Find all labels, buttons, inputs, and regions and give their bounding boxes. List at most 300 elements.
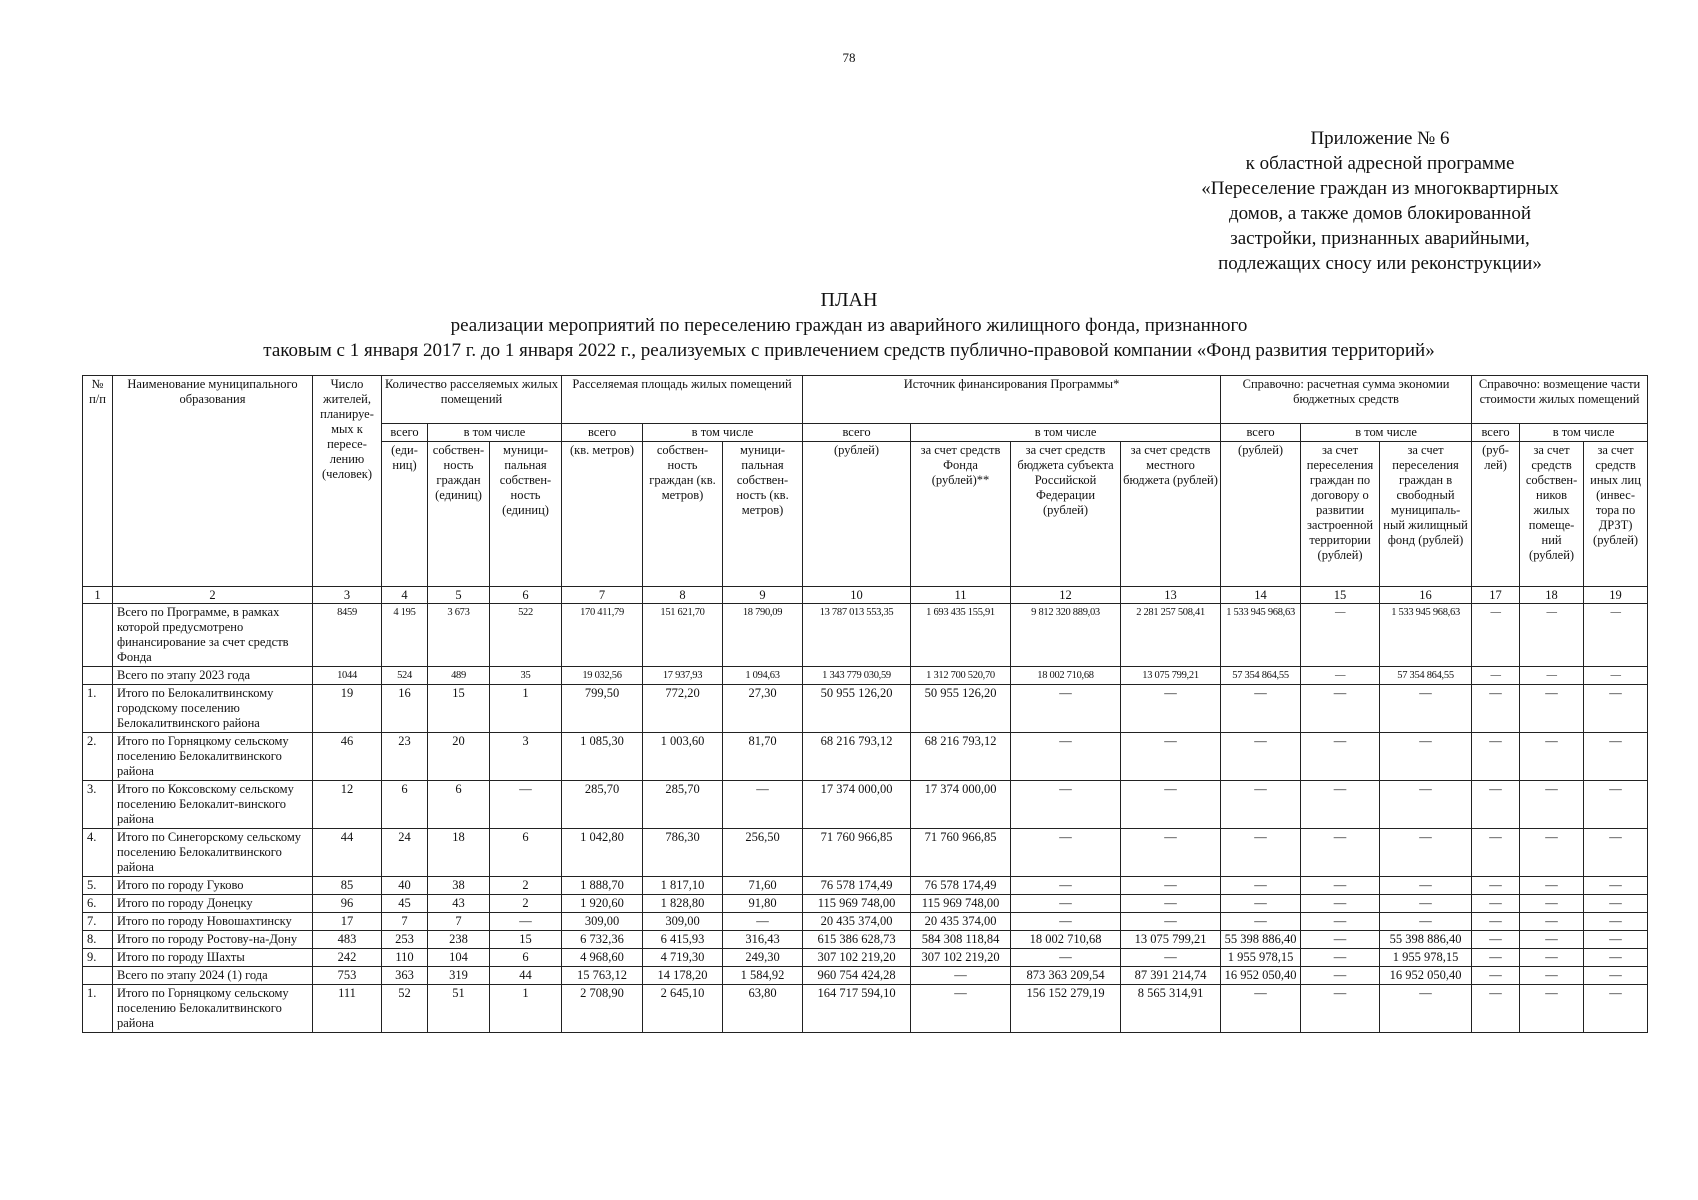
header-area-total: всего xyxy=(562,424,643,442)
column-number: 9 xyxy=(723,587,803,604)
table-cell: 2 645,10 xyxy=(643,985,723,1033)
table-cell: 110 xyxy=(382,949,428,967)
table-cell: 71 760 966,85 xyxy=(803,829,911,877)
table-cell: — xyxy=(1301,733,1380,781)
header-comp-incl: в том числе xyxy=(1520,424,1648,442)
header-compensation-group: Справочно: возмещение части стоимости жилых помещений xyxy=(1472,376,1648,424)
table-cell: — xyxy=(1472,685,1520,733)
table-cell: 1 003,60 xyxy=(643,733,723,781)
table-cell: 8459 xyxy=(313,604,382,667)
header-name: Наименование муниципального образования xyxy=(113,376,313,587)
column-number: 1 xyxy=(83,587,113,604)
table-cell: 1 584,92 xyxy=(723,967,803,985)
table-cell: 18 xyxy=(428,829,490,877)
table-cell: 71,60 xyxy=(723,877,803,895)
row-number: 7. xyxy=(83,913,113,931)
table-cell: 9 812 320 889,03 xyxy=(1011,604,1121,667)
table-cell: 16 xyxy=(382,685,428,733)
table-cell: — xyxy=(1472,829,1520,877)
table-cell: 522 xyxy=(490,604,562,667)
table-cell: — xyxy=(911,967,1011,985)
table-cell: 1 312 700 520,70 xyxy=(911,667,1011,685)
table-cell: 91,80 xyxy=(723,895,803,913)
municipality-name: Всего по Программе, в рамках которой предусмотрено финансирование за счет средств Фонда xyxy=(113,604,313,667)
table-cell: 50 955 126,20 xyxy=(803,685,911,733)
header-fin-region: за счет средств бюджета субъекта Российской Федерации (рублей) xyxy=(1011,442,1121,587)
header-sav-total: всего xyxy=(1221,424,1301,442)
column-number: 13 xyxy=(1121,587,1221,604)
table-cell: 115 969 748,00 xyxy=(911,895,1011,913)
table-cell: — xyxy=(1472,985,1520,1033)
column-number: 12 xyxy=(1011,587,1121,604)
table-cell: — xyxy=(1011,949,1121,967)
table-cell: — xyxy=(1472,895,1520,913)
table-row xyxy=(83,967,1648,985)
column-number: 14 xyxy=(1221,587,1301,604)
header-comp-other: за счет средств иных лиц (инвес-тора по ДРЗТ) (рублей) xyxy=(1584,442,1648,587)
column-numbers-row xyxy=(83,587,1648,604)
table-cell: 20 435 374,00 xyxy=(803,913,911,931)
table-cell: — xyxy=(1011,895,1121,913)
table-cell: — xyxy=(1011,913,1121,931)
column-number: 11 xyxy=(911,587,1011,604)
header-area-own: собствен-ность граждан (кв. метров) xyxy=(643,442,723,587)
column-number: 4 xyxy=(382,587,428,604)
appendix-line: подлежащих сносу или реконструкции» xyxy=(1218,253,1542,274)
table-cell: — xyxy=(1011,877,1121,895)
table-cell: — xyxy=(1584,949,1648,967)
header-fin-fund: за счет средств Фонда (рублей)** xyxy=(911,442,1011,587)
table-cell: 1 693 435 155,91 xyxy=(911,604,1011,667)
table-cell: 8 565 314,91 xyxy=(1121,985,1221,1033)
table-cell: — xyxy=(1121,829,1221,877)
header-fin-total-unit: (рублей) xyxy=(803,442,911,587)
table-cell: 2 xyxy=(490,895,562,913)
table-cell: 307 102 219,20 xyxy=(803,949,911,967)
header-area-incl: в том числе xyxy=(643,424,803,442)
table-cell: 1 533 945 968,63 xyxy=(1380,604,1472,667)
table-cell: — xyxy=(1584,931,1648,949)
table-cell: — xyxy=(1380,685,1472,733)
table-cell: 3 xyxy=(490,733,562,781)
table-cell: 76 578 174,49 xyxy=(911,877,1011,895)
row-number: 9. xyxy=(83,949,113,967)
table-cell: — xyxy=(1301,667,1380,685)
header-residents: Число жителей, планируе-мых к пересе-лению (человек) xyxy=(313,376,382,587)
table-cell: 1 xyxy=(490,685,562,733)
table-cell: 20 435 374,00 xyxy=(911,913,1011,931)
table-cell: 1 888,70 xyxy=(562,877,643,895)
table-cell: 489 xyxy=(428,667,490,685)
column-number: 18 xyxy=(1520,587,1584,604)
table-cell: 2 708,90 xyxy=(562,985,643,1033)
table-cell: 1 094,63 xyxy=(723,667,803,685)
table-cell: 51 xyxy=(428,985,490,1033)
table-cell: 23 xyxy=(382,733,428,781)
table-cell: — xyxy=(1520,895,1584,913)
table-cell: — xyxy=(1520,685,1584,733)
table-cell: — xyxy=(1121,685,1221,733)
header-sav-total-unit: (рублей) xyxy=(1221,442,1301,587)
table-cell: 483 xyxy=(313,931,382,949)
table-cell: 18 002 710,68 xyxy=(1011,931,1121,949)
table-cell: 50 955 126,20 xyxy=(911,685,1011,733)
table-cell: 151 621,70 xyxy=(643,604,723,667)
table-cell: 319 xyxy=(428,967,490,985)
table-cell: 55 398 886,40 xyxy=(1380,931,1472,949)
table-cell: — xyxy=(1520,949,1584,967)
table-cell: 13 075 799,21 xyxy=(1121,667,1221,685)
column-number: 5 xyxy=(428,587,490,604)
header-fin-incl: в том числе xyxy=(911,424,1221,442)
table-cell: — xyxy=(1221,985,1301,1033)
municipality-name: Итого по Горняцкому сельскому поселению Белокалитвинского района xyxy=(113,733,313,781)
table-cell: 309,00 xyxy=(562,913,643,931)
table-cell: 960 754 424,28 xyxy=(803,967,911,985)
table-cell: 18 002 710,68 xyxy=(1011,667,1121,685)
header-rooms-incl: в том числе xyxy=(428,424,562,442)
table-cell: — xyxy=(1011,781,1121,829)
table-cell: 799,50 xyxy=(562,685,643,733)
table-cell: 2 281 257 508,41 xyxy=(1121,604,1221,667)
table-cell: — xyxy=(1520,985,1584,1033)
row-number xyxy=(83,604,113,667)
column-number: 2 xyxy=(113,587,313,604)
row-number: 8. xyxy=(83,931,113,949)
table-cell: 753 xyxy=(313,967,382,985)
table-cell: — xyxy=(1221,685,1301,733)
header-rooms-own: собствен-ность граждан (единиц) xyxy=(428,442,490,587)
table-cell: — xyxy=(1011,685,1121,733)
column-number: 8 xyxy=(643,587,723,604)
table-cell: — xyxy=(1301,895,1380,913)
table-cell: — xyxy=(1301,877,1380,895)
table-cell: — xyxy=(1584,667,1648,685)
header-area-total-unit: (кв. метров) xyxy=(562,442,643,587)
table-cell: 7 xyxy=(428,913,490,931)
table-cell: — xyxy=(1584,733,1648,781)
table-cell: 63,80 xyxy=(723,985,803,1033)
table-cell: 18 790,09 xyxy=(723,604,803,667)
table-row xyxy=(83,667,1648,685)
table-cell: — xyxy=(1584,781,1648,829)
table-cell: — xyxy=(1011,829,1121,877)
header-rooms-total: всего xyxy=(382,424,428,442)
table-cell: 24 xyxy=(382,829,428,877)
table-cell: 1 828,80 xyxy=(643,895,723,913)
table-row xyxy=(83,685,1648,733)
header-rooms-group: Количество расселяемых жилых помещений xyxy=(382,376,562,424)
municipality-name: Итого по городу Гуково xyxy=(113,877,313,895)
municipality-name: Итого по городу Новошахтинску xyxy=(113,913,313,931)
table-row xyxy=(83,949,1648,967)
table-cell: 2 xyxy=(490,877,562,895)
table-cell: 6 732,36 xyxy=(562,931,643,949)
table-cell: — xyxy=(1301,913,1380,931)
table-cell: 57 354 864,55 xyxy=(1380,667,1472,685)
table-cell: — xyxy=(1472,931,1520,949)
table-cell: 44 xyxy=(313,829,382,877)
table-cell: 57 354 864,55 xyxy=(1221,667,1301,685)
table-cell: — xyxy=(1520,931,1584,949)
header-finance-group: Источник финансирования Программы* xyxy=(803,376,1221,424)
table-cell: — xyxy=(1301,781,1380,829)
table-cell: 81,70 xyxy=(723,733,803,781)
table-cell: — xyxy=(1472,967,1520,985)
appendix-line: домов, а также домов блокированной xyxy=(1228,203,1532,224)
table-cell: 17 xyxy=(313,913,382,931)
municipality-name: Итого по городу Ростову-на-Дону xyxy=(113,931,313,949)
row-number xyxy=(83,967,113,985)
table-cell: — xyxy=(1221,733,1301,781)
table-cell: — xyxy=(1472,604,1520,667)
table-cell: 307 102 219,20 xyxy=(911,949,1011,967)
table-cell: 6 xyxy=(490,829,562,877)
table-cell: 76 578 174,49 xyxy=(803,877,911,895)
column-number: 3 xyxy=(313,587,382,604)
row-number: 3. xyxy=(83,781,113,829)
municipality-name: Итого по Белокалитвинскому городскому поселению Белокалитвинского района xyxy=(113,685,313,733)
table-cell: 15 763,12 xyxy=(562,967,643,985)
table-cell: 242 xyxy=(313,949,382,967)
header-fin-total: всего xyxy=(803,424,911,442)
table-cell: 1 085,30 xyxy=(562,733,643,781)
table-cell: — xyxy=(1221,781,1301,829)
table-cell: 55 398 886,40 xyxy=(1221,931,1301,949)
table-cell: 1 955 978,15 xyxy=(1221,949,1301,967)
table-cell: 71 760 966,85 xyxy=(911,829,1011,877)
row-number: 2. xyxy=(83,733,113,781)
table-cell: 4 968,60 xyxy=(562,949,643,967)
table-cell: 68 216 793,12 xyxy=(803,733,911,781)
table-cell: — xyxy=(1472,733,1520,781)
table-cell: — xyxy=(1221,829,1301,877)
municipality-name: Итого по городу Шахты xyxy=(113,949,313,967)
table-cell: — xyxy=(1380,913,1472,931)
header-comp-owners: за счет средств собствен-ников жилых помеще-ний (рублей) xyxy=(1520,442,1584,587)
table-cell: — xyxy=(1520,877,1584,895)
table-cell: 6 xyxy=(428,781,490,829)
table-cell: 170 411,79 xyxy=(562,604,643,667)
table-cell: 786,30 xyxy=(643,829,723,877)
table-row xyxy=(83,913,1648,931)
municipality-name: Итого по Коксовскому сельскому поселению Белокалит-винского района xyxy=(113,781,313,829)
table-cell: — xyxy=(1011,733,1121,781)
table-cell: 363 xyxy=(382,967,428,985)
table-cell: 19 xyxy=(313,685,382,733)
row-number: 1. xyxy=(83,685,113,733)
table-cell: — xyxy=(1520,913,1584,931)
table-cell: — xyxy=(723,913,803,931)
table-cell: — xyxy=(1121,733,1221,781)
table-cell: 104 xyxy=(428,949,490,967)
table-cell: — xyxy=(1121,913,1221,931)
table-cell: — xyxy=(1380,781,1472,829)
table-cell: 524 xyxy=(382,667,428,685)
table-cell: 1 042,80 xyxy=(562,829,643,877)
table-cell: 1 343 779 030,59 xyxy=(803,667,911,685)
table-cell: 16 952 050,40 xyxy=(1380,967,1472,985)
table-cell: 16 952 050,40 xyxy=(1221,967,1301,985)
table-cell: — xyxy=(1380,733,1472,781)
table-cell: 46 xyxy=(313,733,382,781)
appendix-line: к областной адресной программе xyxy=(1245,153,1515,174)
table-cell: 4 195 xyxy=(382,604,428,667)
header-area-group: Расселяемая площадь жилых помещений xyxy=(562,376,803,424)
table-row xyxy=(83,604,1648,667)
table-cell: 1 920,60 xyxy=(562,895,643,913)
row-number: 5. xyxy=(83,877,113,895)
municipality-name: Итого по Синегорскому сельскому поселению Белокалитвинского района xyxy=(113,829,313,877)
column-number: 15 xyxy=(1301,587,1380,604)
table-cell: — xyxy=(1520,967,1584,985)
header-sav-dev: за счет переселения граждан по договору о развитии застроенной территории (рублей) xyxy=(1301,442,1380,587)
table-cell: 238 xyxy=(428,931,490,949)
municipality-name: Итого по городу Донецку xyxy=(113,895,313,913)
table-cell: — xyxy=(1584,913,1648,931)
table-cell: 285,70 xyxy=(562,781,643,829)
table-cell: — xyxy=(1301,949,1380,967)
table-cell: — xyxy=(1301,604,1380,667)
table-cell: — xyxy=(1520,604,1584,667)
table-cell: 156 152 279,19 xyxy=(1011,985,1121,1033)
header-rooms-mun: муници-пальная собствен-ность (единиц) xyxy=(490,442,562,587)
table-cell: 40 xyxy=(382,877,428,895)
table-cell: — xyxy=(1584,895,1648,913)
table-cell: — xyxy=(1221,877,1301,895)
table-cell: 253 xyxy=(382,931,428,949)
table-cell: 6 415,93 xyxy=(643,931,723,949)
table-cell: 6 xyxy=(490,949,562,967)
table-cell: 6 xyxy=(382,781,428,829)
header-comp-total: всего xyxy=(1472,424,1520,442)
table-cell: — xyxy=(1520,733,1584,781)
column-number: 17 xyxy=(1472,587,1520,604)
plan-table xyxy=(82,375,1648,1033)
municipality-name: Всего по этапу 2024 (1) года xyxy=(113,967,313,985)
table-cell: 7 xyxy=(382,913,428,931)
table-cell: 19 032,56 xyxy=(562,667,643,685)
appendix-line: застройки, признанных аварийными, xyxy=(1230,228,1530,249)
table-cell: — xyxy=(1121,877,1221,895)
table-cell: 15 xyxy=(490,931,562,949)
row-number: 6. xyxy=(83,895,113,913)
column-number: 6 xyxy=(490,587,562,604)
row-number: 1. xyxy=(83,985,113,1033)
page-number: 78 xyxy=(842,50,856,65)
table-row xyxy=(83,931,1648,949)
column-number: 19 xyxy=(1584,587,1648,604)
table-cell: — xyxy=(1520,829,1584,877)
table-row xyxy=(83,733,1648,781)
table-row xyxy=(83,895,1648,913)
column-number: 7 xyxy=(562,587,643,604)
table-cell: — xyxy=(1472,667,1520,685)
table-cell: — xyxy=(1584,877,1648,895)
table-cell: — xyxy=(1520,667,1584,685)
table-cell: — xyxy=(1301,685,1380,733)
table-cell: — xyxy=(1301,985,1380,1033)
table-cell: 316,43 xyxy=(723,931,803,949)
appendix-line: Приложение № 6 xyxy=(1310,128,1450,149)
table-cell: — xyxy=(1472,949,1520,967)
table-cell: 1 955 978,15 xyxy=(1380,949,1472,967)
table-cell: 164 717 594,10 xyxy=(803,985,911,1033)
table-cell: 13 787 013 553,35 xyxy=(803,604,911,667)
header-area-mun: муници-пальная собствен-ность (кв. метров) xyxy=(723,442,803,587)
header-rooms-total-unit: (еди-ниц) xyxy=(382,442,428,587)
table-cell: — xyxy=(1380,829,1472,877)
table-cell: 20 xyxy=(428,733,490,781)
table-cell: 27,30 xyxy=(723,685,803,733)
table-cell: — xyxy=(1584,685,1648,733)
table-cell: 68 216 793,12 xyxy=(911,733,1011,781)
table-cell: 35 xyxy=(490,667,562,685)
appendix-line: «Переселение граждан из многоквартирных xyxy=(1201,178,1559,199)
table-cell: 44 xyxy=(490,967,562,985)
table-cell: — xyxy=(1584,604,1648,667)
table-cell: 17 937,93 xyxy=(643,667,723,685)
column-number: 10 xyxy=(803,587,911,604)
table-row xyxy=(83,877,1648,895)
table-cell: 15 xyxy=(428,685,490,733)
table-cell: — xyxy=(1121,895,1221,913)
table-cell: — xyxy=(1301,967,1380,985)
table-cell: 1044 xyxy=(313,667,382,685)
header-sav-incl: в том числе xyxy=(1301,424,1472,442)
table-cell: — xyxy=(490,913,562,931)
table-cell: 17 374 000,00 xyxy=(803,781,911,829)
plan-title-line: реализации мероприятий по переселению граждан из аварийного жилищного фонда, признанного xyxy=(450,315,1248,336)
table-cell: 1 xyxy=(490,985,562,1033)
table-cell: — xyxy=(911,985,1011,1033)
header-fin-local: за счет средств местного бюджета (рублей) xyxy=(1121,442,1221,587)
row-number: 4. xyxy=(83,829,113,877)
table-cell: — xyxy=(723,781,803,829)
table-cell: — xyxy=(1472,781,1520,829)
table-cell: — xyxy=(1472,913,1520,931)
table-cell: 13 075 799,21 xyxy=(1121,931,1221,949)
municipality-name: Всего по этапу 2023 года xyxy=(113,667,313,685)
header-sav-free: за счет переселения граждан в свободный муниципаль-ный жилищный фонд (рублей) xyxy=(1380,442,1472,587)
table-cell: — xyxy=(1520,781,1584,829)
table-cell: 249,30 xyxy=(723,949,803,967)
plan-table-body xyxy=(83,604,1648,1033)
table-cell: 14 178,20 xyxy=(643,967,723,985)
table-cell: — xyxy=(1584,829,1648,877)
table-cell: — xyxy=(1380,985,1472,1033)
table-cell: 285,70 xyxy=(643,781,723,829)
table-cell: 43 xyxy=(428,895,490,913)
table-cell: 256,50 xyxy=(723,829,803,877)
header-num: № п/п xyxy=(83,376,113,587)
header-comp-total-unit: (руб-лей) xyxy=(1472,442,1520,587)
municipality-name: Итого по Горняцкому сельскому поселению Белокалитвинского района xyxy=(113,985,313,1033)
table-cell: 87 391 214,74 xyxy=(1121,967,1221,985)
table-cell: — xyxy=(1380,895,1472,913)
table-cell: — xyxy=(1472,877,1520,895)
table-cell: — xyxy=(1301,829,1380,877)
table-cell: 12 xyxy=(313,781,382,829)
table-cell: 772,20 xyxy=(643,685,723,733)
plan-title-heading: ПЛАН xyxy=(820,289,878,311)
table-cell: — xyxy=(1221,895,1301,913)
table-cell: — xyxy=(1121,949,1221,967)
header-savings-group: Справочно: расчетная сумма экономии бюджетных средств xyxy=(1221,376,1472,424)
plan-title-line: таковым с 1 января 2017 г. до 1 января 2022 г., реализуемых с привлечением средств публично-правовой компании «Фонд развития территорий» xyxy=(263,340,1435,361)
table-row xyxy=(83,985,1648,1033)
table-cell: 3 673 xyxy=(428,604,490,667)
